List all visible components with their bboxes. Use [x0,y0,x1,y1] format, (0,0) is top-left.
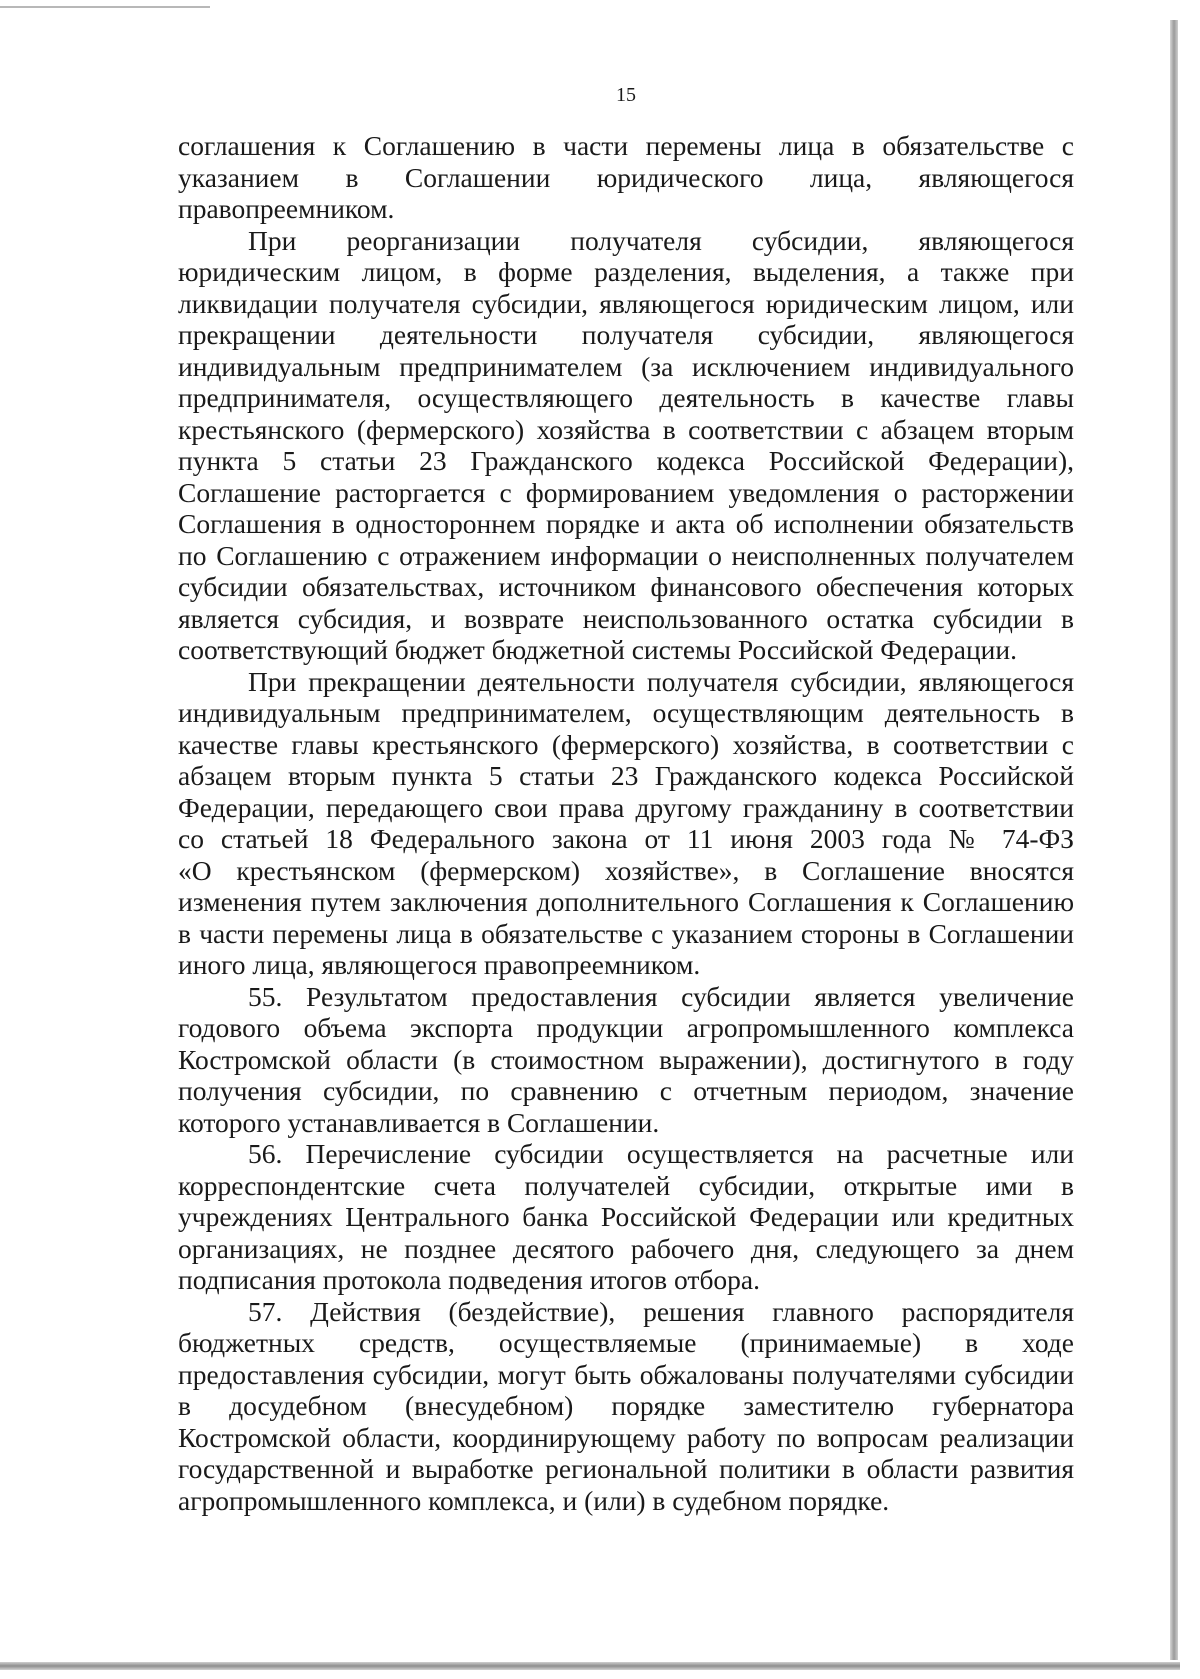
text-line: При прекращении деятельности получателя субсидии, являющегося [248,665,1074,697]
text-line: прекращении деятельности получателя субсидии, являющегося [178,319,1074,350]
text-line: 55. Результатом предоставления субсидии является увеличение [248,980,1074,1012]
text-line: Соглашения в одностороннем порядке и акта об исполнении обязательств [178,508,1074,539]
document-page [178,80,1074,1516]
text-line: соответствующий бюджет бюджетной системы Российской Федерации. [178,634,1017,665]
paragraph [178,981,1074,1139]
text-line: индивидуальным предпринимателем, осуществляющим деятельность в [178,697,1074,728]
scan-edge-top [0,6,210,8]
text-line: учреждениях Центрального банка Российской Федерации или кредитных [178,1201,1074,1232]
text-line: 57. Действия (бездействие), решения главного распорядителя [248,1295,1074,1327]
text-line: Костромской области, координирующему работу по вопросам реализации [178,1421,1074,1453]
text-line: абзацем вторым пункта 5 статьи 23 Гражданского кодекса Российской [178,760,1074,791]
text-line: государственной и выработке региональной политики в области развития [178,1453,1074,1484]
text-line: по Соглашению с отражением информации о неисполненных получателем [178,539,1074,571]
text-line: предпринимателя, осуществляющего деятельность в качестве главы [178,382,1074,413]
document-body [178,130,1074,1516]
text-line: иного лица, являющегося правопреемником. [178,949,701,980]
text-line: является субсидия, и возврате неиспользованного остатка субсидии в [178,602,1074,634]
text-line: При реорганизации получателя субсидии, являющегося [248,224,1074,256]
text-line: предоставления субсидии, могут быть обжалованы получателями субсидии [178,1358,1074,1390]
text-line: в досудебном (внесудебном) порядке заместителю губернатора [178,1390,1074,1421]
text-line: Соглашение расторгается с формированием уведомления о расторжении [178,476,1074,508]
text-line: в части перемены лица в обязательстве с указанием стороны в Соглашении [178,917,1074,949]
text-line: подписания протокола подведения итогов отбора. [178,1264,761,1295]
paragraph [178,666,1074,981]
text-line: указанием в Соглашении юридического лица, являющегося [178,161,1074,193]
text-line: корреспондентские счета получателей субсидии, открытые ими в [178,1169,1074,1201]
text-line: Федерации, передающего свои права другому гражданину в соответствии [178,791,1074,823]
text-line: бюджетных средств, осуществляемые (принимаемые) в ходе [178,1327,1074,1358]
text-line: получения субсидии, по сравнению с отчетным периодом, значение [178,1075,1074,1106]
text-line: со статьей 18 Федерального закона от 11 июня 2003 года № 74-ФЗ [178,823,1074,854]
text-line: субсидии обязательствах, источником финансового обеспечения которых [178,571,1074,602]
text-line: крестьянского (фермерского) хозяйства в соответствии с абзацем вторым [178,413,1074,445]
text-line: ликвидации получателя субсидии, являющегося юридическим лицом, или [178,287,1074,319]
text-line: Костромской области (в стоимостном выражении), достигнутого в году [178,1043,1074,1075]
text-line: изменения путем заключения дополнительного Соглашения к Соглашению [178,886,1074,917]
text-line: которого устанавливается в Соглашении. [178,1106,660,1138]
text-line: юридическим лицом, в форме разделения, выделения, а также при [178,256,1074,287]
text-line: 56. Перечисление субсидии осуществляется на расчетные или [248,1138,1074,1169]
text-line: «О крестьянском (фермерском) хозяйстве», в Соглашение вносятся [178,854,1074,886]
scan-edge-right [1170,20,1178,1660]
text-line: индивидуальным предпринимателем (за исключением индивидуального [178,350,1074,382]
text-line: правопреемником. [178,193,395,224]
paragraph [178,130,1074,225]
text-line: соглашения к Соглашению в части перемены лица в обязательстве с [178,130,1074,161]
paragraph [178,1296,1074,1517]
page-number: 15 [616,84,636,106]
text-line: пункта 5 статьи 23 Гражданского кодекса Российской Федерации), [178,445,1074,476]
text-line: агропромышленного комплекса, и (или) в судебном порядке. [178,1484,890,1516]
paragraph [178,1138,1074,1296]
text-line: годового объема экспорта продукции агропромышленного комплекса [178,1012,1074,1043]
text-line: качестве главы крестьянского (фермерского) хозяйства, в соответствии с [178,728,1074,760]
scan-edge-bottom [0,1662,1180,1670]
text-line: организациях, не позднее десятого рабочего дня, следующего за днем [178,1232,1074,1264]
paragraph [178,225,1074,666]
